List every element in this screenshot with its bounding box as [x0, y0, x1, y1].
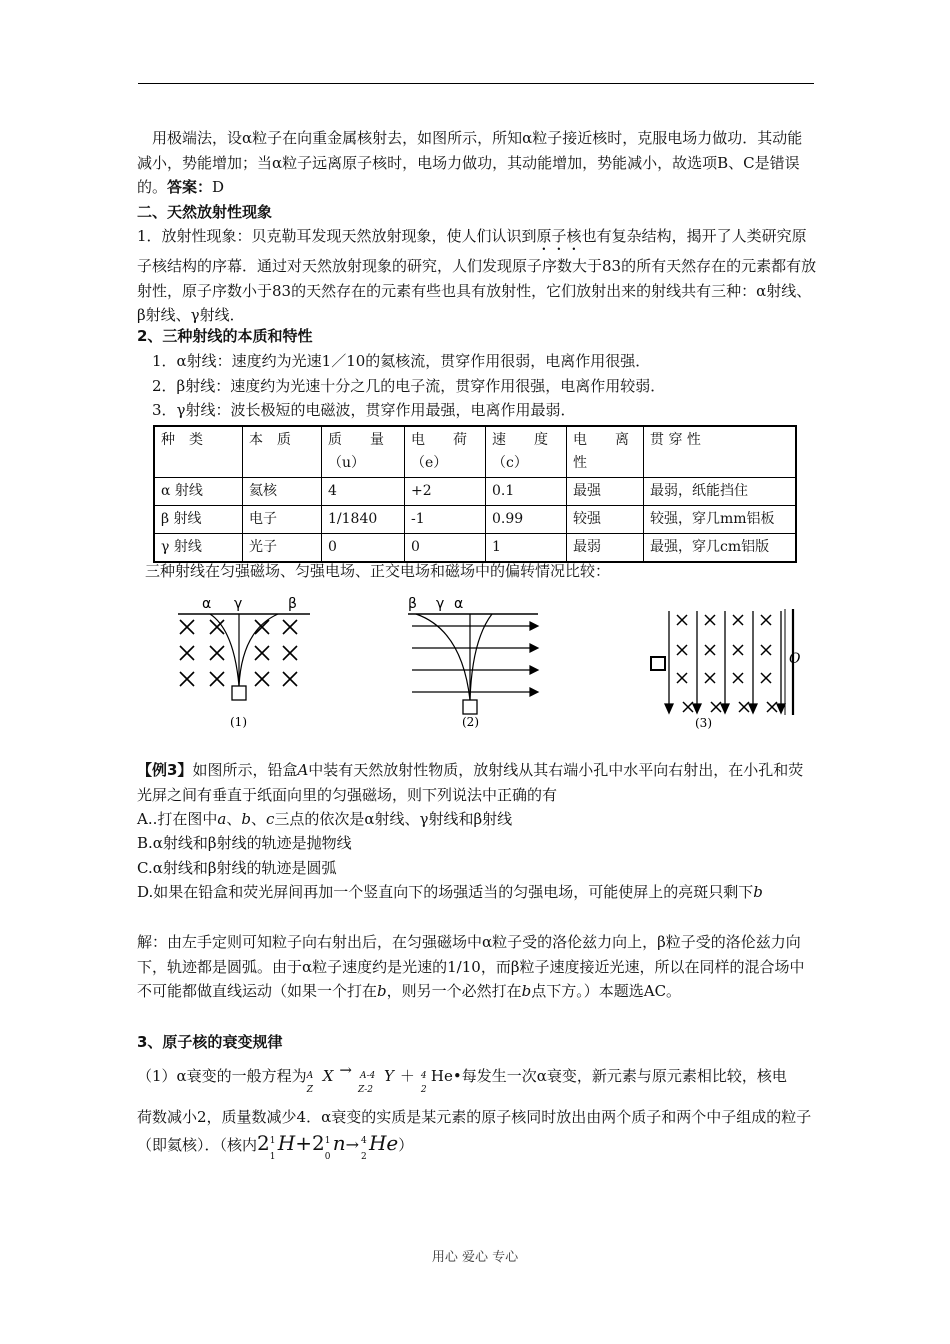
ray-item-gamma: 3．γ射线：波长极短的电磁波，贯穿作用最强，电离作用最弱． — [152, 401, 576, 419]
table-row — [154, 506, 796, 534]
example-3-option-c: C.α射线和β射线的轨迹是圆弧 — [137, 859, 337, 877]
field-lines — [665, 611, 785, 713]
table-cell: 1/1840 — [322, 506, 405, 534]
example-3-option-b: B.α射线和β射线的轨迹是抛物线 — [137, 834, 352, 852]
table-cell: 最强 — [567, 478, 644, 506]
header-cell: 电 离 — [573, 432, 629, 448]
lead-box — [232, 686, 246, 700]
fig3-label-o: O — [789, 651, 801, 667]
header-cell: 速 度 — [492, 432, 548, 448]
alpha-decay-equation-line: （1）α衰变的一般方程为 A Z X → A-4 Z-2 Y ＋ 4 2 He•每发生一次α衰变，新元素与原元素相比较，核电 — [137, 1061, 787, 1095]
header-cell: 电 荷 — [411, 432, 467, 448]
section-3-title: 3、原子核的衰变规律 — [137, 1033, 283, 1051]
field-arrows — [412, 622, 538, 696]
header-cell: 本 质 — [249, 432, 291, 448]
fig1-label-gamma: γ — [234, 596, 243, 612]
ray-item-beta: 2．β射线：速度约为光速十分之几的电子流，贯穿作用很强，电离作用较弱． — [152, 377, 666, 395]
deflection-caption: 三种射线在匀强磁场、匀强电场、正交电场和磁场中的偏转情况比较： — [145, 562, 611, 580]
header-cell: 质 量 — [328, 432, 384, 448]
table-cell: -1 — [405, 506, 486, 534]
table-row — [154, 478, 796, 506]
table-cell: +2 — [405, 478, 486, 506]
header-cell: 种 类 — [161, 432, 203, 448]
table-cell: 氦核 — [243, 478, 322, 506]
table-row — [154, 534, 796, 563]
fig2-caption: (2) — [462, 715, 479, 729]
table-cell: γ 射线 — [154, 534, 243, 563]
header-cell: 贯 穿 性 — [650, 432, 701, 448]
example-3-option-d: D.如果在铅盒和荧光屏间再加一个竖直向下的场强适当的匀强电场，可能使屏上的亮斑只剩下b — [137, 883, 763, 901]
table-cell: 4 — [322, 478, 405, 506]
figure-electric-field — [402, 590, 552, 735]
fig1-label-beta: β — [288, 596, 297, 612]
table-cell: 最弱，纸能挡住 — [644, 478, 797, 506]
ray-item-alpha: 1．α射线：速度约为光速1／10的氦核流，贯穿作用很弱，电离作用很强． — [152, 352, 651, 370]
lead-box — [463, 700, 477, 714]
fig1-caption: (1) — [230, 715, 247, 729]
header-sub: 性 — [573, 455, 587, 471]
ray-properties-table — [153, 425, 797, 563]
example-3-solution: 解：由左手定则可知粒子向右射出后，在匀强磁场中α粒子受的洛伦兹力向上，β粒子受的洛伦兹力向下，轨迹都是圆弧。由于α粒子速度约是光速的1/10，而β粒子速度接近光速，所以在同样的混合场中不可能都做直线运动（如果一个打在b，则另一个必然打在b点下方。）本题选AC。 — [137, 933, 805, 1000]
figure-crossed-fields — [645, 605, 815, 735]
table-cell: 1 — [486, 534, 567, 563]
intro-paragraph: 用极端法，设α粒子在向重金属核射去，如图所示，所知α粒子接近核时，克服电场力做功．其动能减小，势能增加；当α粒子远离原子核时，电场力做功，其动能增加，势能减小，故选项B、C是错误的。答案：D — [137, 129, 803, 196]
fig3-caption: (3) — [695, 716, 712, 730]
table-cell: 较强，穿几mm铝板 — [644, 506, 797, 534]
table-cell: 0 — [405, 534, 486, 563]
table-cell: 电子 — [243, 506, 322, 534]
lead-box — [651, 657, 665, 670]
table-cell: 最弱 — [567, 534, 644, 563]
beta-track — [416, 614, 470, 700]
figure-magnetic-field — [170, 590, 320, 735]
header-sub: （c） — [492, 455, 528, 471]
fig2-label-gamma: γ — [436, 596, 445, 612]
alpha-decay-essence: 荷数减小2，质量数减少4．α衰变的实质是某元素的原子核同时放出由两个质子和两个中子组成的粒子（即氦核）．（核内2 1 1 H+2 1 0 n→ 4 2 He） — [137, 1108, 812, 1162]
table-cell: 较强 — [567, 506, 644, 534]
header-sub: （u） — [328, 455, 366, 471]
table-cell: 0.1 — [486, 478, 567, 506]
fig1-label-alpha: α — [202, 596, 212, 612]
alpha-track — [470, 614, 492, 700]
example-3-option-a: A..打在图中a、b、c三点的依次是α射线、γ射线和β射线 — [137, 810, 513, 828]
table-cell: 0.99 — [486, 506, 567, 534]
page-footer: 用心 爱心 专心 — [431, 1250, 519, 1265]
table-cell: β 射线 — [154, 506, 243, 534]
table-header-row — [154, 426, 796, 478]
radioactivity-paragraph: 1．放射性现象：贝克勒耳发现天然放射现象，使人们认识到原子核也有复杂结构，揭开了人类研究原子核结构的序幕．通过对天然放射现象的研究，人们发现原子序数大于83的所有天然存在的元素都有放射性，原子序数小于83的天然存在的元素有些也具有放射性，它们放射出来的射线共有三种：α射线、β射线、γ射线． — [137, 227, 817, 324]
section-2-title: 二、天然放射性现象 — [137, 203, 273, 221]
fig2-label-beta: β — [408, 596, 417, 612]
header-sub: （e） — [411, 455, 448, 471]
header-rule — [138, 83, 814, 84]
table-cell: α 射线 — [154, 478, 243, 506]
field-cross-marks — [677, 615, 777, 712]
table-cell: 最强，穿几cm铝版 — [644, 534, 797, 563]
table-cell: 光子 — [243, 534, 322, 563]
fig2-label-alpha: α — [454, 596, 464, 612]
example-3-stem: 【例3】如图所示，铅盒A中装有天然放射性物质，放射线从其右端小孔中水平向右射出，在小孔和荧光屏之间有垂直于纸面向里的匀强磁场，则下列说法中正确的有 — [137, 761, 804, 804]
section-rays-title: 2、三种射线的本质和特性 — [137, 327, 313, 345]
table-cell: 0 — [322, 534, 405, 563]
